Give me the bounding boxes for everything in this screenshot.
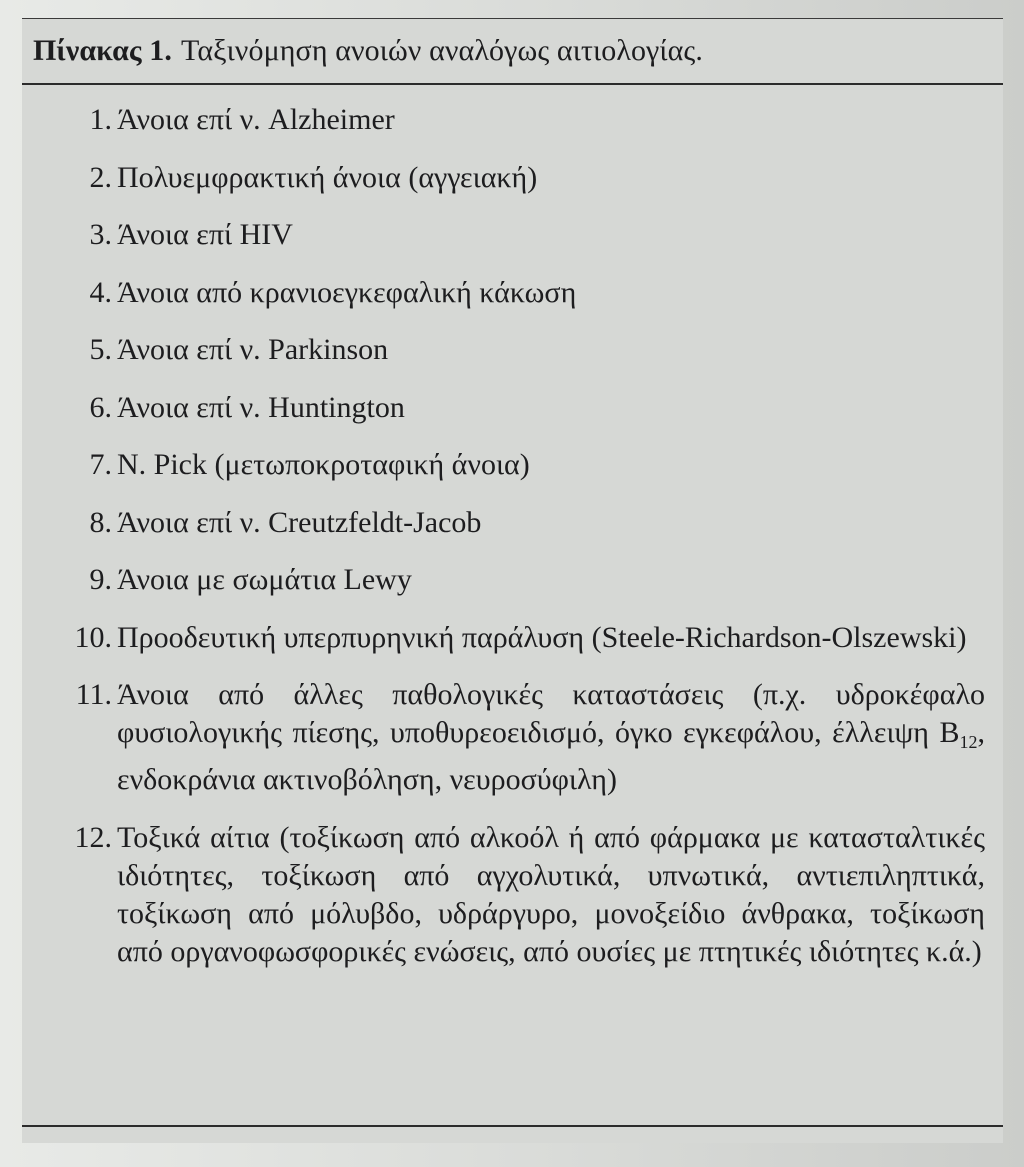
etiology-list [22,101,1003,990]
item-text [117,678,985,796]
item-text: Άνοια επί ν. Parkinson [117,333,389,366]
item-number: 11. [75,678,112,711]
list-item [22,819,1003,971]
list-item [22,676,1003,799]
bottom-rule [22,1125,1003,1127]
list-item [22,389,1003,427]
item-text: Πολυεμφρακτική άνοια (αγγειακή) [117,160,538,194]
item-number: 7. [89,448,112,481]
item-number: 8. [89,505,112,539]
list-item [22,274,1003,312]
item-text: Τοξικά αίτια (τοξίκωση από αλκοόλ ή από φάρμακα με κατασταλτικές ιδιότητες, τοξίκωση από αγχολυτικά, υπνωτικά, αντιεπιληπτικά, τοξίκωση από μόλυβδο, υδράργυρο, μονοξείδιο άνθρακα, τοξίκωση από οργανοφωσφορικές ενώσεις, από ουσίες με πτητικές ιδιότητες κ.ά.) [117,820,985,968]
item-number: 9. [89,563,112,596]
item-number: 12. [74,820,112,854]
item-number: 6. [89,390,112,424]
list-item [22,331,1003,369]
item-text: Άνοια επί HIV [117,218,293,251]
subscript-12: 12 [959,732,978,752]
table-box [22,18,1003,1143]
item-text: Άνοια από κρανιοεγκεφαλική κάκωση [117,275,577,309]
item-number: 10. [74,620,112,654]
item-text: Άνοια επί ν. Creutzfeldt-Jacob [117,505,482,539]
table-caption-text: Ταξινόμηση ανοιών αναλόγως αιτιολογίας. [180,34,703,67]
item-number: 3. [89,218,112,251]
item-text: Άνοια επί ν. Huntington [117,390,405,424]
item-number: 1. [89,103,112,136]
list-item [22,561,1003,599]
list-item [22,619,1003,657]
item-text: Ν. Pick (μετωποκροταφική άνοια) [117,448,530,481]
table-caption [22,19,1003,85]
table-label: Πίνακας 1. [33,34,172,67]
list-item [22,216,1003,254]
item-number: 2. [89,160,112,194]
item-number: 4. [89,275,112,309]
list-item [22,101,1003,139]
item-number: 5. [89,333,112,366]
list-item [22,504,1003,542]
item-text: Άνοια με σωμάτια Lewy [117,563,412,596]
list-item [22,159,1003,197]
item-text: Προοδευτική υπερπυρηνική παράλυση (Steele-Richardson-Olszewski) [117,620,967,654]
list-item [22,446,1003,484]
item-text-after: , ενδοκράνια ακτινοβόληση, νευροσύφιλη) [117,716,985,796]
item-text-before: Άνοια από άλλες παθολογικές καταστάσεις (π.χ. υδροκέφαλο φυσιολογικής πίεσης, υποθυρεοειδισμό, όγκο εγκεφάλου, έλλειψη B [117,678,985,749]
item-text: Άνοια επί ν. Alzheimer [117,103,395,136]
